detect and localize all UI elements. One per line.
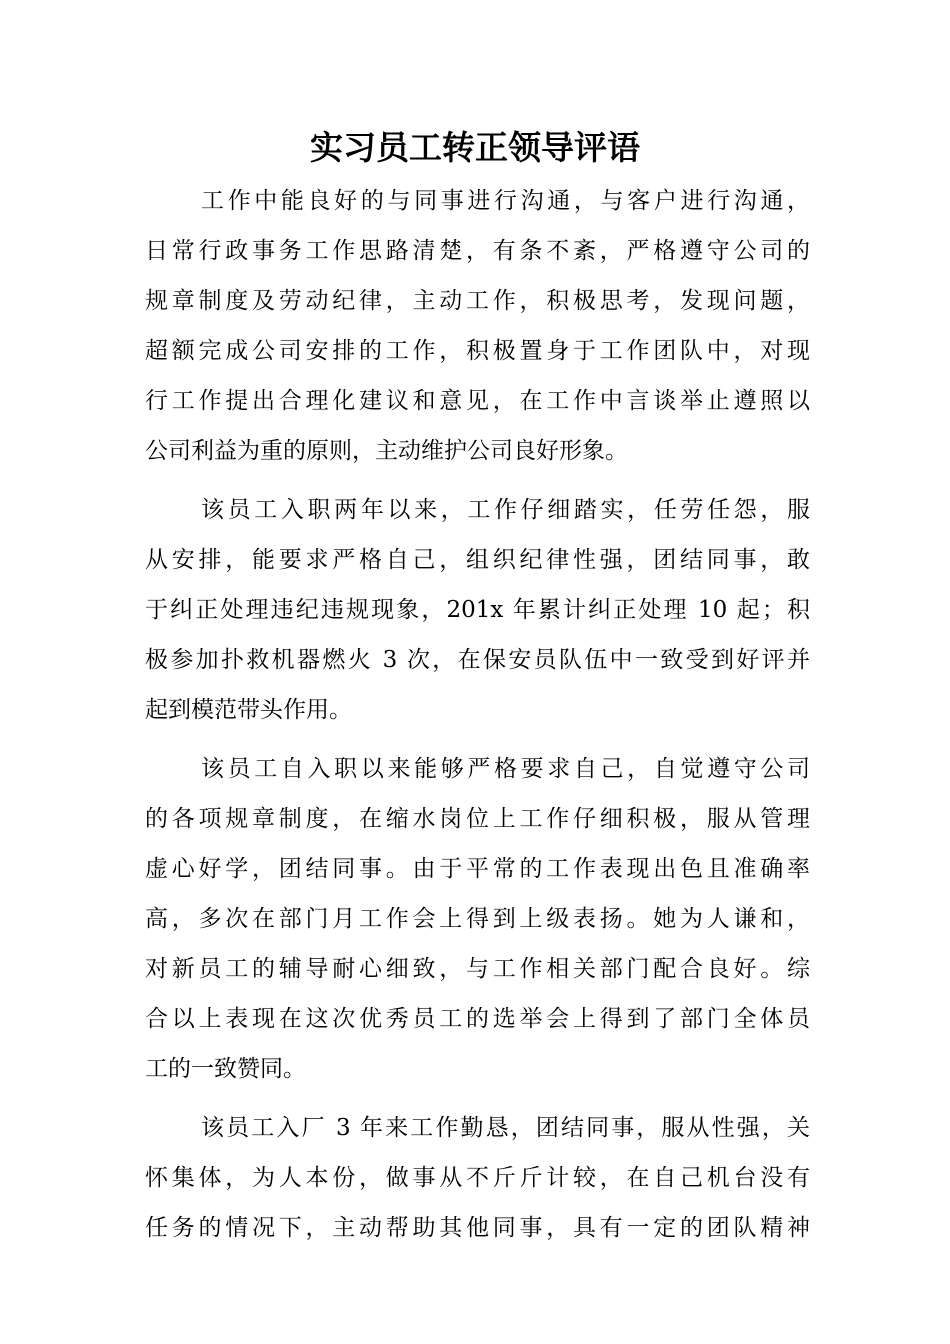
text-line: 超额完成公司安排的工作，积极置身于工作团队中，对现	[145, 338, 810, 364]
text-line: 对新员工的辅导耐心细致，与工作相关部门配合良好。综	[145, 956, 810, 982]
text-line: 起到模范带头作用。	[145, 697, 352, 723]
text-line: 公司利益为重的原则，主动维护公司良好形象。	[145, 438, 628, 464]
text-line: 规章制度及劳动纪律，主动工作，积极思考，发现问题，	[145, 288, 810, 314]
text-line: 日常行政事务工作思路清楚，有条不紊，严格遵守公司的	[145, 238, 810, 264]
text-line: 的各项规章制度，在缩水岗位上工作仔细积极，服从管理	[145, 806, 810, 832]
text-line: 虚心好学，团结同事。由于平常的工作表现出色且准确率	[145, 856, 810, 882]
document-title: 实习员工转正领导评语	[310, 128, 640, 167]
paragraph-3	[145, 744, 810, 1094]
text-line: 极参加扑救机器燃火 3 次，在保安员队伍中一致受到好评并	[145, 647, 810, 673]
text-line: 怀集体，为人本份，做事从不斤斤计较，在自己机台没有	[145, 1165, 810, 1191]
document-body	[145, 176, 810, 1262]
text-line: 任务的情况下，主动帮助其他同事，具有一定的团队精神	[145, 1215, 810, 1241]
text-line: 该员工自入职以来能够严格要求自己，自觉遵守公司	[201, 756, 810, 782]
text-line: 工作中能良好的与同事进行沟通，与客户进行沟通，	[201, 188, 810, 214]
paragraph-4	[145, 1103, 810, 1253]
text-line: 工的一致赞同。	[145, 1056, 306, 1082]
text-line: 行工作提出合理化建议和意见，在工作中言谈举止遵照以	[145, 388, 810, 414]
paragraph-2	[145, 485, 810, 735]
text-line: 高，多次在部门月工作会上得到上级表扬。她为人谦和，	[145, 906, 810, 932]
text-line: 从安排，能要求严格自己，组织纪律性强，团结同事，敢	[145, 547, 810, 573]
text-line: 该员工入厂 3 年来工作勤恳，团结同事，服从性强，关	[201, 1115, 810, 1141]
paragraph-1	[145, 176, 810, 476]
text-line: 于纠正处理违纪违规现象，201x 年累计纠正处理 10 起；积	[145, 597, 810, 623]
text-line: 合以上表现在这次优秀员工的选举会上得到了部门全体员	[145, 1006, 810, 1032]
text-line: 该员工入职两年以来，工作仔细踏实，任劳任怨，服	[201, 497, 810, 523]
